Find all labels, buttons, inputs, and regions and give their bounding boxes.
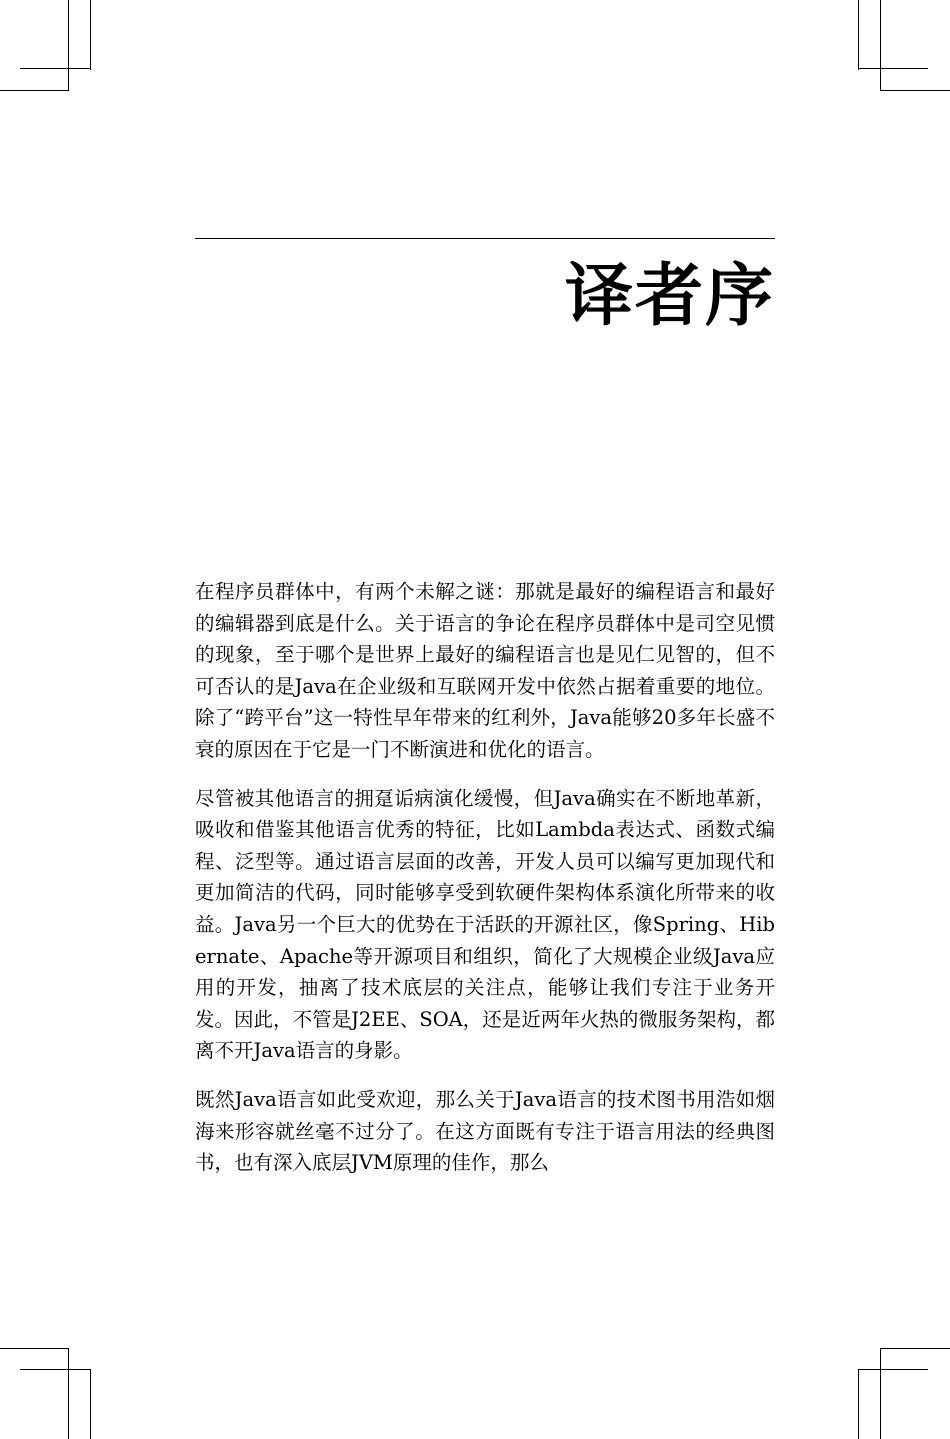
crop-mark-bottom-right xyxy=(880,1348,950,1349)
crop-mark-bottom-left xyxy=(0,1348,69,1349)
crop-mark-top-left xyxy=(90,0,91,70)
crop-mark-top-left xyxy=(68,0,69,90)
crop-mark-top-right xyxy=(880,0,881,90)
crop-mark-bottom-left xyxy=(68,1348,69,1439)
paragraph: 既然Java语言如此受欢迎，那么关于Java语言的技术图书用浩如烟海来形容就丝毫不过分了。在这方面既有专注于语言用法的经典图书，也有深入底层JVM原理的佳作，那么 xyxy=(195,1087,775,1175)
crop-mark-bottom-right xyxy=(858,1369,859,1439)
crop-mark-bottom-left xyxy=(90,1369,91,1439)
paragraph: 在程序员群体中，有两个未解之谜：那就是最好的编程语言和最好的编辑器到底是什么。关于语言的争论在程序员群体中是司空见惯的现象，至于哪个是世界上最好的编程语言也是见仁见智的，但不可否认的是Java在企业级和互联网开发中依然占据着重要的地位。除了“跨平台”这一特性早年带来的红利外，Java能够20多年长盛不衰的原因在于它是一门不断演进和优化的语言。 xyxy=(195,580,775,761)
crop-mark-top-left xyxy=(0,90,69,91)
crop-mark-bottom-left xyxy=(20,1369,90,1370)
title-rule xyxy=(195,238,775,239)
crop-mark-bottom-right xyxy=(880,1348,881,1439)
crop-mark-top-left xyxy=(20,68,90,69)
crop-mark-bottom-right xyxy=(858,1369,928,1370)
crop-mark-top-right xyxy=(880,90,950,91)
crop-mark-top-right xyxy=(858,68,928,69)
paragraph: 尽管被其他语言的拥趸诟病演化缓慢，但Java确实在不断地革新，吸收和借鉴其他语言优秀的特征，比如Lambda表达式、函数式编程、泛型等。通过语言层面的改善，开发人员可以编写更加现代和更加简洁的代码，同时能够享受到软硬件架构体系演化所带来的收益。Java另一个巨大的优势在于活跃的开源社区，像Spring、Hibernate、Apache等开源项目和组织，简化了大规模企业级Java应用的开发，抽离了技术底层的关注点，能够让我们专注于业务开发。因此，不管是J2EE、SOA，还是近两年火热的微服务架构，都离不开Java语言的身影。 xyxy=(195,786,775,1063)
crop-mark-top-right xyxy=(858,0,859,70)
body-text xyxy=(195,576,775,1196)
page-title: 译者序 xyxy=(564,257,775,336)
